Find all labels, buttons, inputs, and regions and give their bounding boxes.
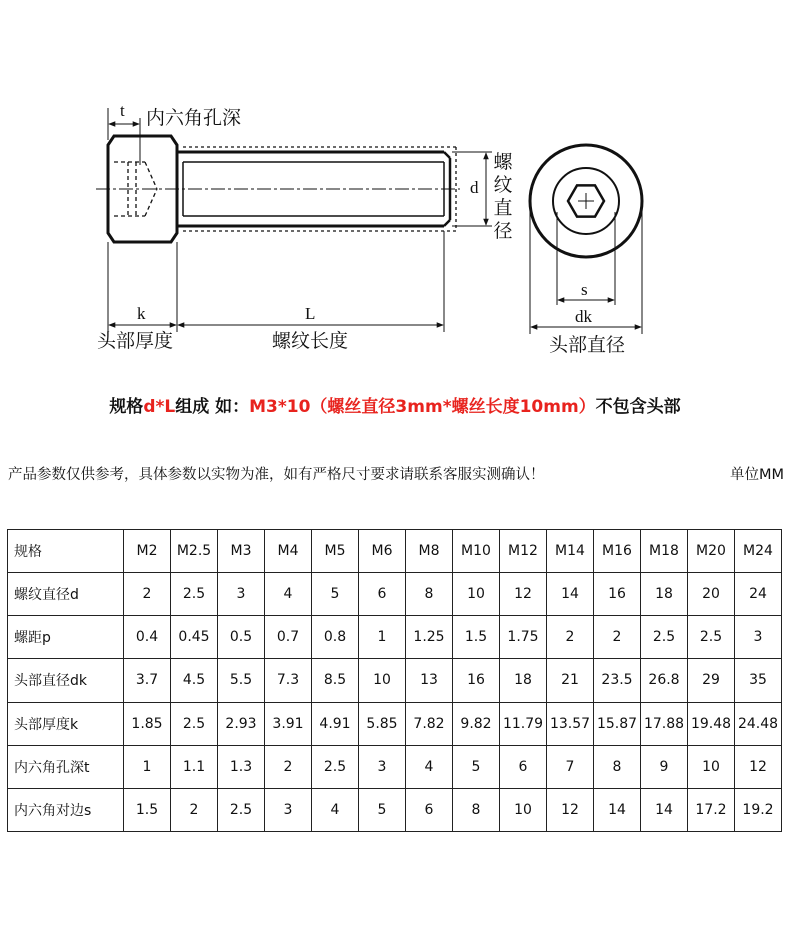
table-cell: 1.85 [124,702,171,745]
table-cell: 2 [171,788,218,831]
table-cell: 3 [218,573,265,616]
thread-diameter-char: 径 [493,220,513,242]
size-header-cell: M4 [265,530,312,573]
table-cell: 14 [641,788,688,831]
size-header-cell: M16 [594,530,641,573]
spec-suffix: 不包含头部 [595,397,681,417]
table-row [8,573,782,616]
screw-top-view [530,145,642,334]
size-header-cell: M12 [500,530,547,573]
table-cell: 0.7 [265,616,312,659]
size-header-cell: M5 [312,530,359,573]
table-cell: 2 [265,745,312,788]
size-header-cell: M6 [359,530,406,573]
table-cell: 4 [312,788,359,831]
size-header-cell: M18 [641,530,688,573]
table-cell: 2 [124,573,171,616]
row-label-cell: 螺距p [8,616,124,659]
table-cell: 6 [359,573,406,616]
table-cell: 0.5 [218,616,265,659]
table-cell: 0.45 [171,616,218,659]
size-header-cell: M24 [735,530,782,573]
hex-depth-label: 内六角孔深 [146,107,242,129]
table-cell: 4.5 [171,659,218,702]
table-cell: 10 [453,573,500,616]
table-cell: 19.2 [735,788,782,831]
table-cell: 5 [453,745,500,788]
table-cell: 7.82 [406,702,453,745]
table-cell: 26.8 [641,659,688,702]
table-cell: 2.93 [218,702,265,745]
table-cell: 24 [735,573,782,616]
unit-label: 单位MM [729,467,784,483]
table-cell: 4 [406,745,453,788]
table-cell: 18 [500,659,547,702]
table-cell: 2.5 [641,616,688,659]
thread-diameter-char: 纹 [493,174,513,196]
table-cell: 1 [359,616,406,659]
table-cell: 14 [594,788,641,831]
size-header-cell: M14 [547,530,594,573]
table-cell: 14 [547,573,594,616]
size-header-cell: M2.5 [171,530,218,573]
table-cell: 1.3 [218,745,265,788]
spec-prefix: 规格 [109,397,144,417]
thread-diameter-char: 直 [493,197,513,219]
table-cell: 3 [265,788,312,831]
table-cell: 1.5 [453,616,500,659]
t-label: t [120,101,125,120]
table-cell: 4.91 [312,702,359,745]
table-cell: 5.5 [218,659,265,702]
table-cell: 12 [735,745,782,788]
thread-diameter-char: 螺 [493,151,513,173]
table-cell: 9 [641,745,688,788]
table-cell: 8 [453,788,500,831]
size-header-cell: M8 [406,530,453,573]
spec-example: M3*10（螺丝直径3mm*螺丝长度10mm） [249,397,596,417]
table-cell: 6 [500,745,547,788]
table-cell: 5 [312,573,359,616]
table-cell: 2.5 [171,573,218,616]
table-cell: 20 [688,573,735,616]
row-label-cell: 内六角孔深t [8,745,124,788]
table-cell: 13.57 [547,702,594,745]
table-cell: 7.3 [265,659,312,702]
table-cell: 19.48 [688,702,735,745]
table-cell: 5.85 [359,702,406,745]
table-row [8,702,782,745]
table-cell: 17.2 [688,788,735,831]
table-cell: 35 [735,659,782,702]
s-label: s [581,280,588,299]
table-cell: 3 [735,616,782,659]
table-cell: 2.5 [312,745,359,788]
row-label-cell: 头部厚度k [8,702,124,745]
size-header-cell: M10 [453,530,500,573]
table-cell: 12 [547,788,594,831]
table-cell: 16 [594,573,641,616]
table-row [8,745,782,788]
table-cell: 8.5 [312,659,359,702]
spec-formula: d*L [143,397,176,417]
table-cell: 2.5 [688,616,735,659]
table-cell: 18 [641,573,688,616]
table-cell: 1.75 [500,616,547,659]
spec-middle: 组成 如： [175,397,250,417]
thread-diameter-label [492,151,514,243]
table-cell: 11.79 [500,702,547,745]
table-row [8,659,782,702]
spec-format-line [0,392,790,417]
dk-label: dk [575,307,592,326]
table-cell: 29 [688,659,735,702]
table-cell: 21 [547,659,594,702]
table-cell: 8 [406,573,453,616]
head-thickness-label: 头部厚度 [97,330,174,352]
table-cell: 3.91 [265,702,312,745]
table-cell: 6 [406,788,453,831]
notice-text: 产品参数仅供参考，具体参数以实物为准，如有严格尺寸要求请联系客服实测确认！ [8,467,545,483]
table-cell: 3.7 [124,659,171,702]
table-cell: 0.8 [312,616,359,659]
table-cell: 5 [359,788,406,831]
row-label-cell: 头部直径dk [8,659,124,702]
table-header-row [8,530,782,573]
screw-dimension-diagram [0,0,790,370]
table-cell: 7 [547,745,594,788]
screw-drawing [0,0,790,370]
header-label-cell: 规格 [8,530,124,573]
table-cell: 24.48 [735,702,782,745]
table-cell: 2.5 [171,702,218,745]
table-cell: 9.82 [453,702,500,745]
table-cell: 4 [265,573,312,616]
table-cell: 8 [594,745,641,788]
table-cell: 2.5 [218,788,265,831]
table-cell: 17.88 [641,702,688,745]
table-cell: 2 [594,616,641,659]
parameter-notice [8,463,784,484]
screw-side-view [96,108,492,332]
table-cell: 0.4 [124,616,171,659]
L-label: L [305,304,316,323]
table-cell: 12 [500,573,547,616]
table-cell: 10 [359,659,406,702]
table-cell: 16 [453,659,500,702]
k-label: k [137,304,146,323]
table-cell: 23.5 [594,659,641,702]
table-cell: 1 [124,745,171,788]
size-header-cell: M20 [688,530,735,573]
table-cell: 2 [547,616,594,659]
table-cell: 3 [359,745,406,788]
row-label-cell: 螺纹直径d [8,573,124,616]
table-cell: 13 [406,659,453,702]
table-row [8,616,782,659]
table-cell: 10 [688,745,735,788]
thread-length-label: 螺纹长度 [272,330,349,352]
row-label-cell: 内六角对边s [8,788,124,831]
size-header-cell: M2 [124,530,171,573]
d-label: d [470,178,479,197]
table-cell: 10 [500,788,547,831]
spec-table [7,529,782,832]
table-row [8,788,782,831]
table-cell: 1.5 [124,788,171,831]
head-diameter-label: 头部直径 [549,334,626,356]
table-cell: 1.1 [171,745,218,788]
table-cell: 15.87 [594,702,641,745]
size-header-cell: M3 [218,530,265,573]
spec-table-body [8,530,782,832]
table-cell: 1.25 [406,616,453,659]
